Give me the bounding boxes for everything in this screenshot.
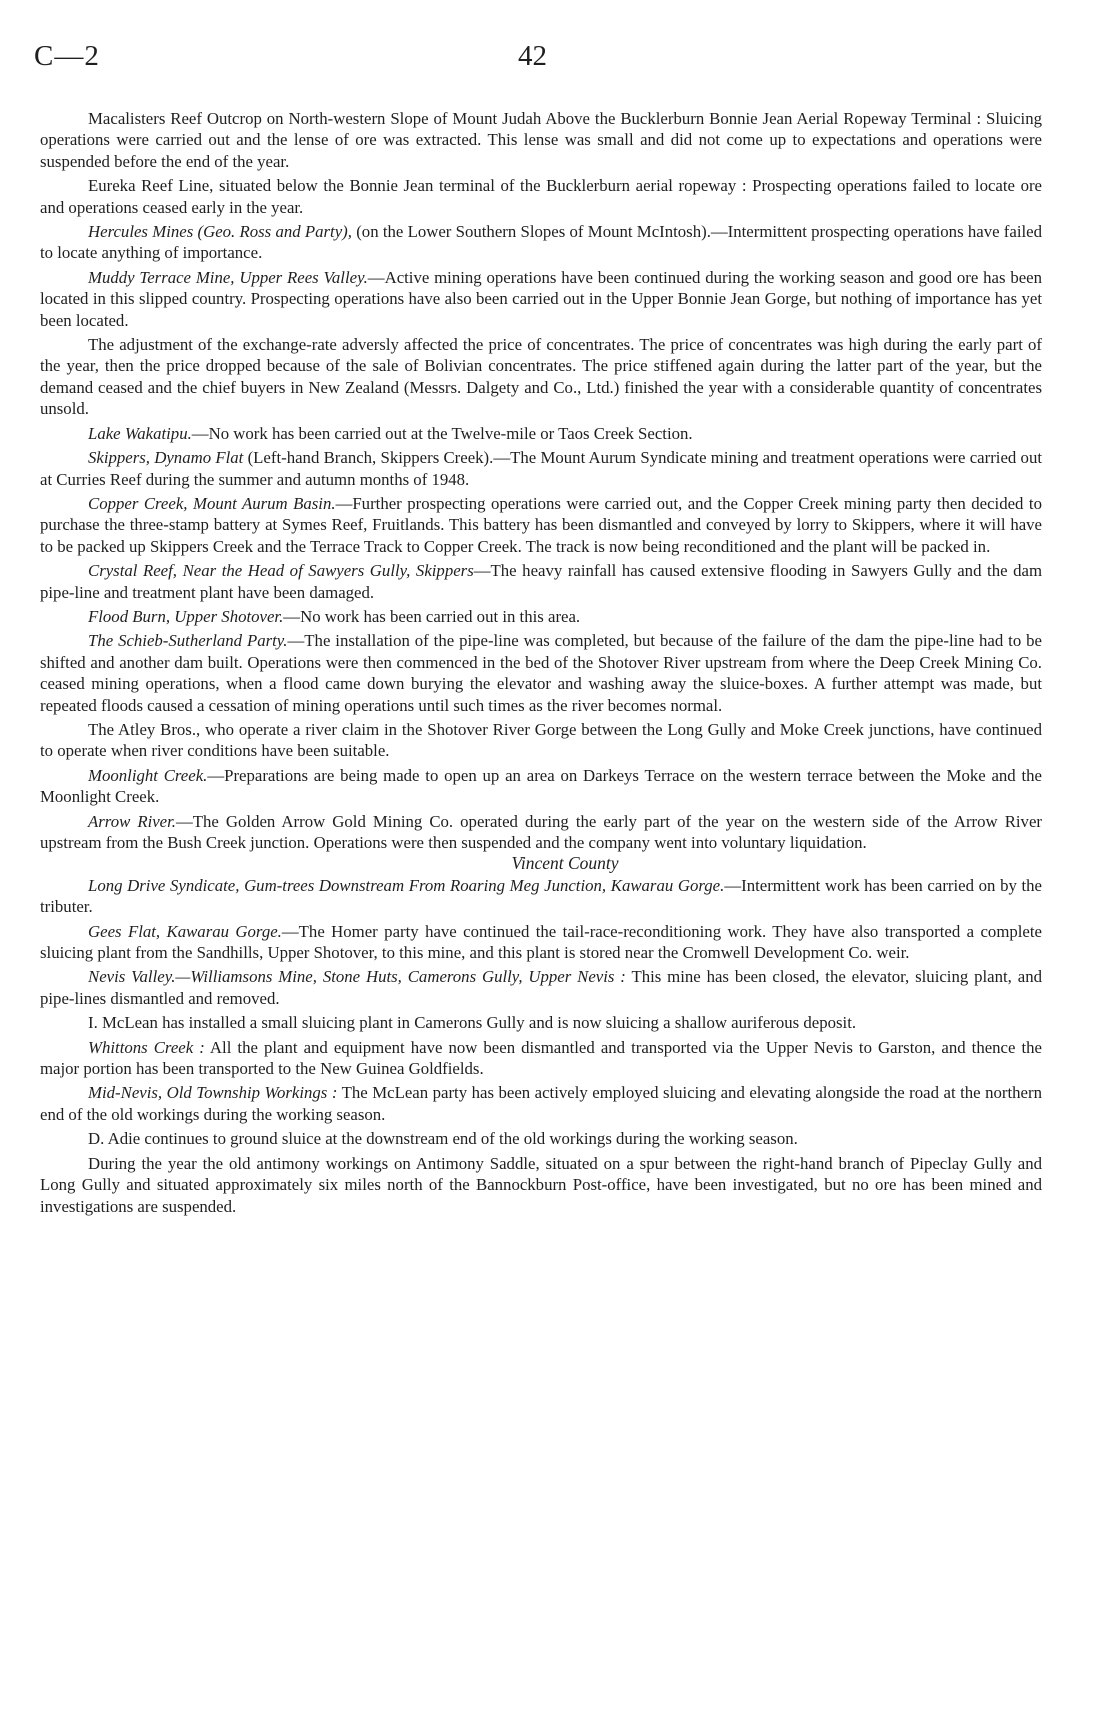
report-paragraph: [40, 1037, 1042, 1080]
report-paragraph: [40, 966, 1042, 1009]
page-number: 42: [518, 40, 547, 72]
paragraph-title: Muddy Terrace Mine, Upper Rees Valley.: [88, 267, 368, 287]
report-paragraph: [40, 719, 1042, 762]
mining-reports-part1: [40, 108, 1042, 853]
paragraph-title: The Schieb-Sutherland Party.: [88, 631, 288, 651]
page-header: [0, 40, 1114, 80]
paragraph-title: Mid-Nevis, Old Township Workings :: [88, 1083, 338, 1103]
body-text: [40, 108, 1042, 1217]
paragraph-text: —Preparations are being made to open up an area on Darkeys Terrace on the western terrace between the Moke and the Moonlight Creek.: [40, 765, 1042, 807]
paragraph-text: —Active mining operations have been continued during the working season and good ore has been located in this slipped country. Prospecting operations have also been carried out in the Upper Bonnie Jean Gorge, but nothing of importance has yet been located.: [40, 267, 1043, 330]
paragraph-text: —Intermittent work has been carried on by the tributer.: [40, 875, 1042, 917]
paragraph-title: Long Drive Syndicate, Gum-trees Downstream From Roaring Meg Junction, Kawarau Gorge.: [88, 875, 725, 895]
report-paragraph: [40, 1012, 1042, 1033]
section-heading: Vincent County: [511, 853, 619, 874]
paragraph-title: Moonlight Creek.: [88, 765, 208, 785]
report-paragraph: [40, 1128, 1042, 1149]
report-paragraph: [40, 447, 1042, 490]
paragraph-text: All the plant and equipment have now been dismantled and transported via the Upper Nevis to Garston, and thence the major portion has been transported to the New Guinea Goldfields.: [40, 1037, 1043, 1079]
report-paragraph: [40, 175, 1042, 218]
report-paragraph: [40, 493, 1042, 557]
paragraph-text: This mine has been closed, the elevator, sluicing plant, and pipe-lines dismantled and removed.: [40, 967, 1042, 1008]
report-paragraph: [40, 630, 1042, 716]
report-paragraph: [40, 267, 1042, 331]
report-paragraph: [40, 423, 1042, 444]
paragraph-text: —The heavy rainfall has caused extensive flooding in Sawyers Gully and the dam pipe-line and treatment plant have been damaged.: [40, 561, 1042, 602]
mining-reports-part2: [40, 875, 1042, 1217]
paragraph-text: During the year the old antimony workings on Antimony Saddle, situated on a spur between the right-hand branch of Pipeclay Gully and Long Gully and situated approximately six miles north of the Bannockburn Post-office, have been investigated, but no ore has been mined and investigations are suspended.: [40, 1153, 1042, 1216]
report-paragraph: [40, 334, 1042, 420]
paragraph-title: Copper Creek, Mount Aurum Basin.: [88, 493, 336, 513]
report-paragraph: [40, 221, 1042, 264]
paragraph-title: Gees Flat, Kawarau Gorge.: [88, 921, 282, 941]
report-paragraph: [40, 765, 1042, 808]
paragraph-text: The Atley Bros., who operate a river claim in the Shotover River Gorge between the Long Gully and Moke Creek junctions, have continued to operate when river conditions have been suitable.: [40, 719, 1042, 761]
paragraph-text: —The Homer party have continued the tail-race-reconditioning work. They have also transported a complete sluicing plant from the Sandhills, Upper Shotover, to this mine, and this plant is stored near the Cromwell Development Co. weir.: [40, 921, 1042, 963]
paragraph-title: Hercules Mines (Geo. Ross and Party),: [88, 222, 352, 242]
paragraph-text: —The Golden Arrow Gold Mining Co. operated during the early part of the year on the western side of the Arrow River upstream from the Bush Creek junction. Operations were then suspended and the company went into voluntary liquidation.: [40, 811, 1042, 852]
paragraph-text: —No work has been carried out in this area.: [283, 606, 581, 626]
paragraph-text: Eureka Reef Line, situated below the Bonnie Jean terminal of the Bucklerburn aerial ropeway : Prospecting operations failed to locate ore and operations ceased early in the year.: [40, 176, 1042, 217]
page-code: C—2: [34, 40, 100, 72]
paragraph-title: Flood Burn, Upper Shotover.: [88, 606, 284, 626]
report-paragraph: [40, 811, 1042, 854]
paragraph-title: Skippers, Dynamo Flat: [88, 448, 244, 468]
report-paragraph: [40, 921, 1042, 964]
report-paragraph: [40, 108, 1042, 172]
paragraph-text: —No work has been carried out at the Twelve-mile or Taos Creek Section.: [191, 423, 693, 443]
paragraph-title: Crystal Reef, Near the Head of Sawyers Gully, Skippers: [88, 561, 474, 581]
paragraph-text: —The installation of the pipe-line was completed, but because of the failure of the dam the pipe-line had to be shifted and another dam built. Operations were then commenced in the bed of the Shotover River upstream from where the Deep Creek Mining Co. ceased mining operations, when a flood came down burying the elevator and washing away the sluice-boxes. A further attempt was made, but repeated floods caused a cessation of mining operations until such times as the river becomes normal.: [40, 631, 1042, 715]
paragraph-title: Nevis Valley.—Williamsons Mine, Stone Huts, Camerons Gully, Upper Nevis :: [88, 967, 626, 987]
report-paragraph: [40, 560, 1042, 603]
paragraph-text: (on the Lower Southern Slopes of Mount McIntosh).—Intermittent prospecting operations have failed to locate anything of importance.: [40, 222, 1043, 263]
report-paragraph: [40, 1082, 1042, 1125]
paragraph-title: Whittons Creek :: [88, 1037, 205, 1057]
paragraph-text: Macalisters Reef Outcrop on North-western Slope of Mount Judah Above the Bucklerburn Bonnie Jean Aerial Ropeway Terminal : Sluicing operations were carried out and the lense of ore was extracted. This lense was small and did not come up to expectations and operations were suspended before the end of the year.: [40, 109, 1042, 171]
report-paragraph: [40, 606, 1042, 627]
paragraph-text: D. Adie continues to ground sluice at the downstream end of the old workings during the working season.: [88, 1129, 798, 1149]
paragraph-title: Arrow River.: [88, 811, 176, 831]
report-paragraph: [40, 1153, 1042, 1217]
paragraph-text: (Left-hand Branch, Skippers Creek).—The Mount Aurum Syndicate mining and treatment operations were carried out at Curries Reef during the summer and autumn months of 1948.: [40, 448, 1042, 489]
paragraph-title: Lake Wakatipu.: [88, 423, 192, 443]
paragraph-text: I. McLean has installed a small sluicing plant in Camerons Gully and is now sluicing a shallow auriferous deposit.: [88, 1013, 857, 1033]
paragraph-text: The adjustment of the exchange-rate adversly affected the price of concentrates. The price of concentrates was high during the early part of the year, then the price dropped because of the sale of Bolivian concentrates. The price stiffened again during the latter part of the year, but the demand ceased and the chief buyers in New Zealand (Messrs. Dalgety and Co., Ltd.) finished the year with a considerable quantity of concentrates unsold.: [40, 335, 1042, 419]
paragraph-text: The McLean party has been actively employed sluicing and elevating alongside the road at the northern end of the old workings during the working season.: [40, 1083, 1042, 1124]
report-paragraph: [40, 875, 1042, 918]
paragraph-text: —Further prospecting operations were carried out, and the Copper Creek mining party then decided to purchase the three-stamp battery at Symes Reef, Fruitlands. This battery has been dismantled and conveyed by lorry to Skippers, where it will have to be packed up Skippers Creek and the Terrace Track to Copper Creek. The track is now being reconditioned and the plant will be packed in.: [40, 493, 1042, 556]
